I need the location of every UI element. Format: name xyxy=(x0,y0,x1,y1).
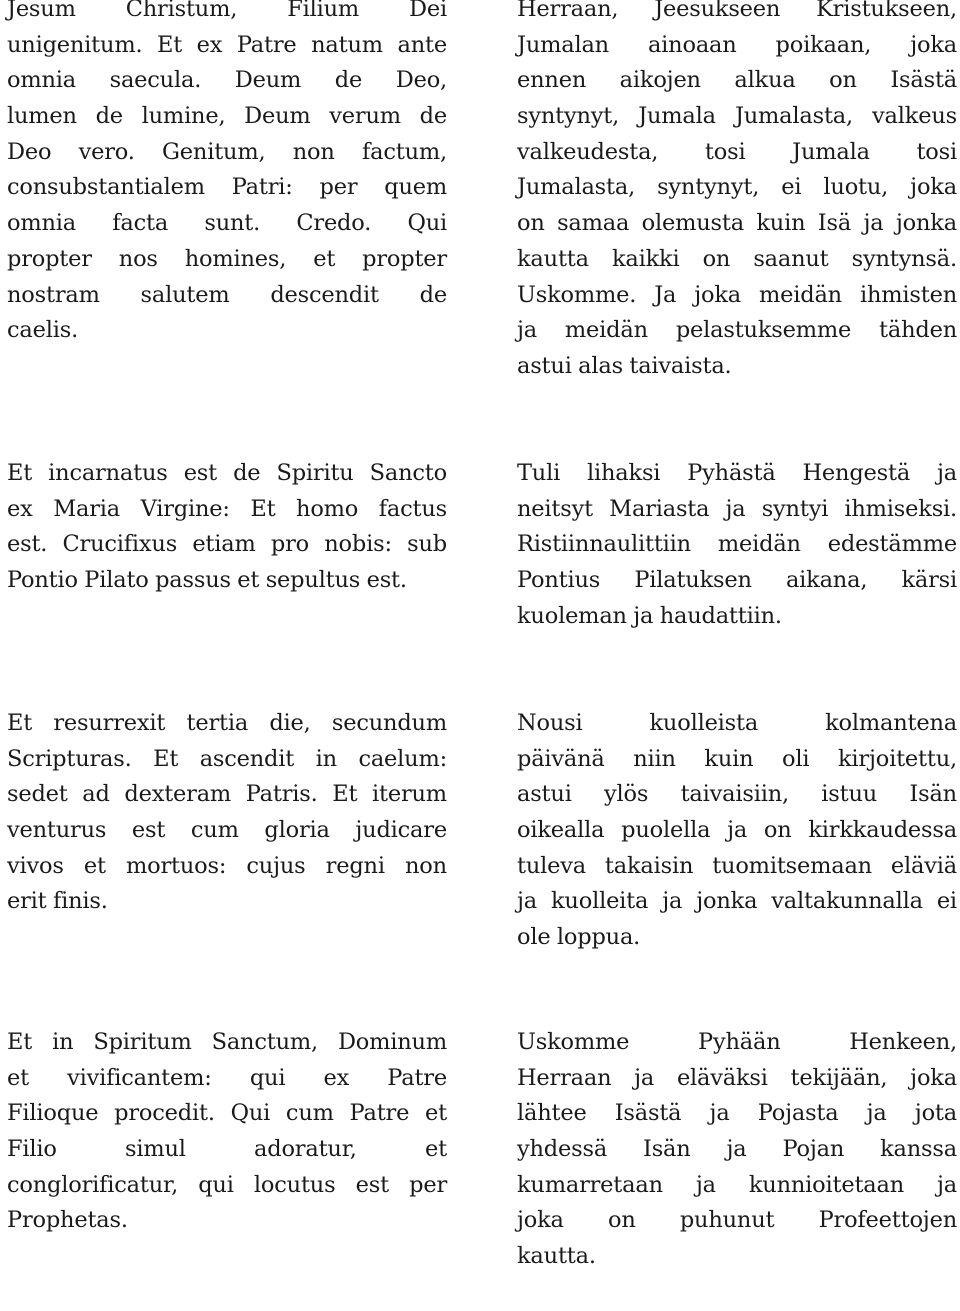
finnish-text-line: Ristiinnaulittiin meidän edestämme xyxy=(517,531,957,558)
latin-text-line: Prophetas. xyxy=(7,1207,128,1234)
finnish-text-line: ole loppua. xyxy=(517,924,641,951)
finnish-text-column xyxy=(517,456,957,670)
latin-text-line: nostram salutem descendit de xyxy=(7,281,447,308)
finnish-text-line: kumarretaan ja kunnioitetaan ja xyxy=(517,1171,957,1198)
latin-text-line: unigenitum. Et ex Patre natum ante xyxy=(7,31,447,58)
latin-text-line: propter nos homines, et propter xyxy=(7,245,447,272)
finnish-text-column xyxy=(517,706,957,992)
finnish-text-line: kuoleman ja haudattiin. xyxy=(517,602,782,629)
latin-text-column xyxy=(7,1025,447,1275)
latin-text-line: Scripturas. Et ascendit in caelum: xyxy=(7,745,447,772)
finnish-text-line: lähtee Isästä ja Pojasta ja jota xyxy=(517,1100,957,1127)
finnish-text-column xyxy=(517,0,957,420)
latin-text-line: venturus est cum gloria judicare xyxy=(7,817,447,844)
finnish-text-line: päivänä niin kuin oli kirjoitettu, xyxy=(517,745,957,772)
latin-text-line: conglorificatur, qui locutus est per xyxy=(7,1171,447,1198)
finnish-text-line: joka on puhunut Profeettojen xyxy=(517,1207,957,1234)
latin-text-line: et vivificantem: qui ex Patre xyxy=(7,1064,447,1091)
latin-text-line: Deo vero. Genitum, non factum, xyxy=(7,138,447,165)
finnish-text-line: Herraan, Jeesukseen Kristukseen, xyxy=(517,0,957,22)
latin-text-line: omnia facta sunt. Credo. Qui xyxy=(7,210,447,237)
latin-text-line: Filio simul adoratur, et xyxy=(7,1136,447,1163)
latin-text-line: sedet ad dexteram Patris. Et iterum xyxy=(7,781,447,808)
latin-text-line: Jesum Christum, Filium Dei xyxy=(7,0,447,22)
latin-text-line: Et resurrexit tertia die, secundum xyxy=(7,710,447,736)
latin-text-line: Et in Spiritum Sanctum, Dominum xyxy=(7,1029,447,1055)
finnish-text-line: Pontius Pilatuksen aikana, kärsi xyxy=(517,567,957,594)
latin-text-line: omnia saecula. Deum de Deo, xyxy=(7,67,447,94)
finnish-text-line: astui ylös taivaisiin, istuu Isän xyxy=(517,781,957,808)
finnish-text-line: oikealla puolella ja on kirkkaudessa xyxy=(517,817,957,844)
finnish-text-line: Jumalasta, syntynyt, ei luotu, joka xyxy=(517,174,957,201)
latin-text-line: consubstantialem Patri: per quem xyxy=(7,174,447,201)
finnish-text-line: on samaa olemusta kuin Isä ja jonka xyxy=(517,210,957,237)
finnish-text-line: astui alas taivaista. xyxy=(517,352,732,379)
finnish-text-column xyxy=(517,1025,957,1311)
finnish-text-line: kautta kaikki on saanut syntynsä. xyxy=(517,245,957,272)
finnish-text-line: ja kuolleita ja jonka valtakunnalla ei xyxy=(517,888,957,915)
latin-text-line: Filioque procedit. Qui cum Patre et xyxy=(7,1100,447,1127)
latin-text-line: Et incarnatus est de Spiritu Sancto xyxy=(7,460,447,486)
finnish-text-line: kautta. xyxy=(517,1243,596,1270)
finnish-text-line: valkeudesta, tosi Jumala tosi xyxy=(517,138,957,165)
finnish-text-line: yhdessä Isän ja Pojan kanssa xyxy=(517,1136,957,1163)
latin-text-line: caelis. xyxy=(7,317,79,344)
latin-text-column xyxy=(7,706,447,956)
finnish-text-line: syntynyt, Jumala Jumalasta, valkeus xyxy=(517,103,957,130)
latin-text-column xyxy=(7,0,447,385)
latin-text-line: vivos et mortuos: cujus regni non xyxy=(7,852,447,879)
finnish-text-line: Uskomme Pyhään Henkeen, xyxy=(517,1029,957,1055)
latin-text-line: est. Crucifixus etiam pro nobis: sub xyxy=(7,531,447,558)
finnish-text-line: Herraan ja eläväksi tekijään, joka xyxy=(517,1064,957,1091)
finnish-text-line: Uskomme. Ja joka meidän ihmisten xyxy=(517,281,957,308)
latin-text-line: erit finis. xyxy=(7,888,108,915)
finnish-text-line: Jumalan ainoaan poikaan, joka xyxy=(517,31,957,58)
finnish-text-line: ennen aikojen alkua on Isästä xyxy=(517,67,957,94)
latin-text-line: ex Maria Virgine: Et homo factus xyxy=(7,495,447,522)
latin-text-line: Pontio Pilato passus et sepultus est. xyxy=(7,567,407,594)
finnish-text-line: Tuli lihaksi Pyhästä Hengestä ja xyxy=(517,460,957,486)
finnish-text-line: Nousi kuolleista kolmantena xyxy=(517,710,957,736)
finnish-text-line: tuleva takaisin tuomitsemaan eläviä xyxy=(517,852,957,879)
latin-text-column xyxy=(7,456,447,634)
latin-text-line: lumen de lumine, Deum verum de xyxy=(7,103,447,130)
finnish-text-line: neitsyt Mariasta ja syntyi ihmiseksi. xyxy=(517,495,957,522)
finnish-text-line: ja meidän pelastuksemme tähden xyxy=(517,317,957,344)
